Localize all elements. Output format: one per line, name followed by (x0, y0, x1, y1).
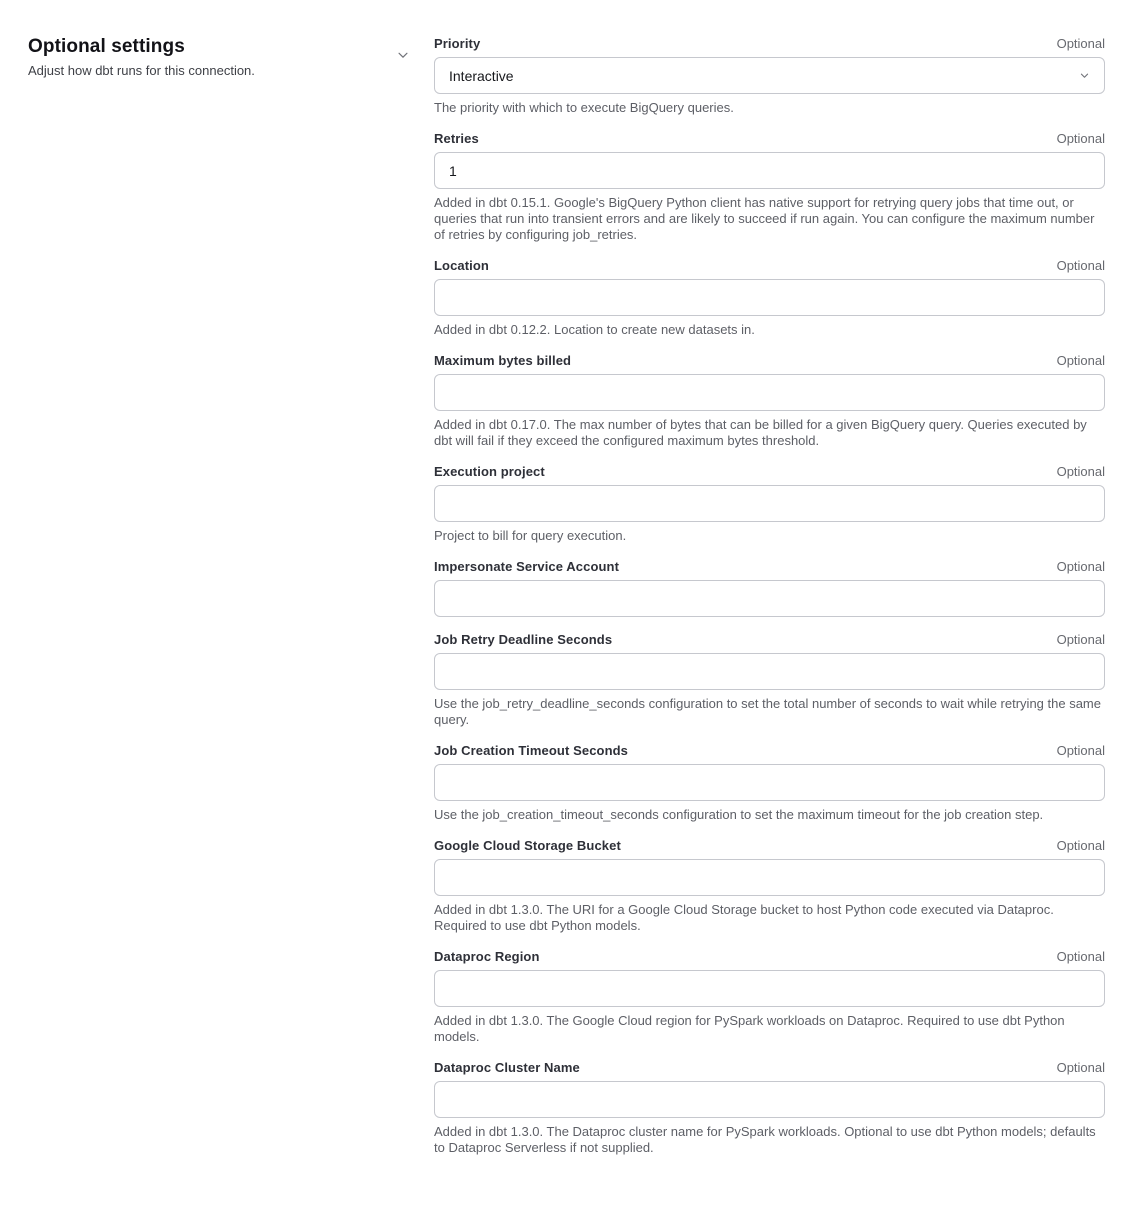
field-label: Location (434, 258, 489, 273)
optional-badge: Optional (1056, 559, 1105, 574)
text-input[interactable] (434, 1081, 1105, 1118)
select-box[interactable] (434, 57, 1105, 94)
field-help: Added in dbt 1.3.0. The URI for a Google Cloud Storage bucket to host Python code executed via Dataproc. Required to use dbt Python models. (434, 902, 1054, 933)
field-help: The priority with which to execute BigQuery queries. (434, 100, 734, 115)
field-label: Priority (434, 36, 481, 51)
field-label: Dataproc Region (434, 949, 540, 964)
text-input[interactable] (434, 152, 1105, 189)
field-head (434, 36, 1105, 52)
field-head (434, 743, 1105, 759)
form-field (434, 559, 1105, 617)
field-head (434, 353, 1105, 369)
section-title: Optional settings (28, 36, 185, 57)
field-label: Retries (434, 131, 479, 146)
field-head (434, 949, 1105, 965)
text-input[interactable] (434, 859, 1105, 896)
optional-badge: Optional (1056, 743, 1105, 758)
optional-badge: Optional (1056, 258, 1105, 273)
field-help: Use the job_retry_deadline_seconds configuration to set the total number of seconds to wait while retrying the same query. (434, 696, 1101, 727)
optional-badge: Optional (1056, 838, 1105, 853)
form-field (434, 743, 1105, 823)
chevron-down-icon[interactable] (396, 48, 410, 62)
text-input[interactable] (434, 485, 1105, 522)
optional-badge: Optional (1056, 131, 1105, 146)
field-head (434, 464, 1105, 480)
form-field (434, 949, 1105, 1045)
text-input[interactable] (434, 279, 1105, 316)
field-label: Dataproc Cluster Name (434, 1060, 580, 1075)
chevron-down-icon (1079, 70, 1090, 81)
optional-badge: Optional (1056, 1060, 1105, 1075)
optional-badge: Optional (1056, 632, 1105, 647)
section-header (28, 36, 434, 79)
field-help: Added in dbt 0.12.2. Location to create new datasets in. (434, 322, 755, 337)
field-help: Added in dbt 1.3.0. The Dataproc cluster name for PySpark workloads. Optional to use dbt Python models; defaults to Dataproc Serverless if not supplied. (434, 1124, 1096, 1155)
section-header-text (28, 36, 255, 79)
field-help: Use the job_creation_timeout_seconds configuration to set the maximum timeout for the job creation step. (434, 807, 1044, 822)
form-field (434, 838, 1105, 934)
field-head (434, 131, 1105, 147)
field-help: Project to bill for query execution. (434, 528, 627, 543)
form-fields-column (434, 36, 1105, 1171)
field-label: Maximum bytes billed (434, 353, 572, 368)
field-head (434, 258, 1105, 274)
optional-badge: Optional (1056, 36, 1105, 51)
form-field (434, 36, 1105, 116)
form-field (434, 131, 1105, 243)
form-field (434, 632, 1105, 728)
field-label: Google Cloud Storage Bucket (434, 838, 621, 853)
optional-badge: Optional (1056, 949, 1105, 964)
field-label: Execution project (434, 464, 545, 479)
select-value: Interactive (449, 67, 514, 84)
field-help: Added in dbt 0.15.1. Google's BigQuery Python client has native support for retrying query jobs that time out, or queries that run into transient errors and are likely to succeed if run again. You can configure the maximum number of retries by configuring job_retries. (434, 195, 1095, 242)
text-input[interactable] (434, 580, 1105, 617)
field-help: Added in dbt 1.3.0. The Google Cloud region for PySpark workloads on Dataproc. Required to use dbt Python models. (434, 1013, 1065, 1044)
field-head (434, 838, 1105, 854)
field-label: Job Retry Deadline Seconds (434, 632, 613, 647)
text-input[interactable] (434, 374, 1105, 411)
form-field (434, 353, 1105, 449)
field-head (434, 632, 1105, 648)
field-head (434, 559, 1105, 575)
field-label: Impersonate Service Account (434, 559, 620, 574)
form-field (434, 464, 1105, 544)
field-head (434, 1060, 1105, 1076)
text-input[interactable] (434, 970, 1105, 1007)
form-field (434, 1060, 1105, 1156)
section-subtitle: Adjust how dbt runs for this connection. (28, 63, 255, 78)
optional-badge: Optional (1056, 353, 1105, 368)
form-field (434, 258, 1105, 338)
text-input[interactable] (434, 764, 1105, 801)
optional-badge: Optional (1056, 464, 1105, 479)
field-help: Added in dbt 0.17.0. The max number of bytes that can be billed for a given BigQuery query. Queries executed by dbt will fail if they exceed the configured maximum bytes threshold. (434, 417, 1087, 448)
field-label: Job Creation Timeout Seconds (434, 743, 628, 758)
text-input[interactable] (434, 653, 1105, 690)
